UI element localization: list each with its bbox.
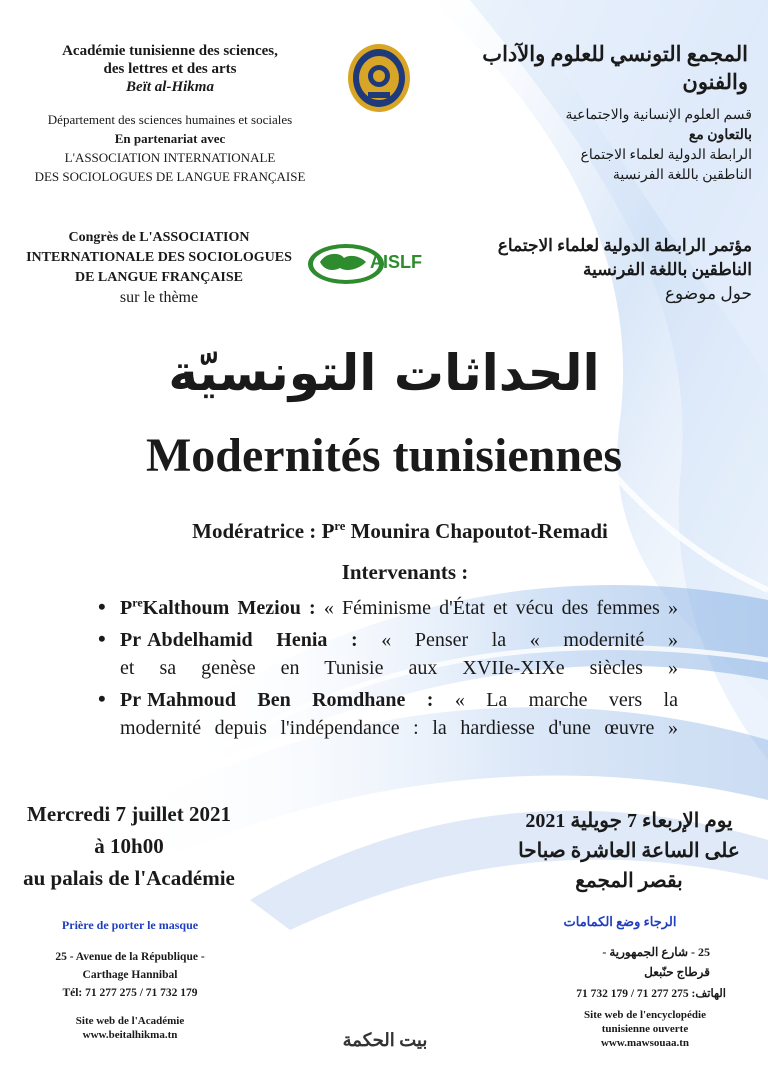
association-ar-line1: الرابطة الدولية لعلماء الاجتماع [580,148,752,163]
speakers-heading: Intervenants : [341,560,469,584]
phone-fr: Tél: 71 277 275 / 71 732 179 [62,987,198,999]
institution-line2: des lettres et des arts [103,61,237,77]
website-ar-label: Site web de l'encyclopédie [584,1009,706,1021]
date-fr-place: au palais de l'Académie [23,866,235,890]
department-fr: Département des sciences humaines et sociales [47,112,293,127]
speaker-topic-line1: « Féminisme d'État et vécu des femmes » [323,597,679,619]
speaker-topic-line1: « Penser la « modernité » [381,629,679,651]
beit-al-hikma-seal-icon [346,42,412,114]
address-fr-line2: Carthage Hannibal [82,969,178,981]
website-ar-link[interactable]: www.mawsouaa.tn [600,1037,689,1049]
bullet: • [98,686,106,711]
website-fr-link[interactable]: www.beitalhikma.tn [82,1029,178,1041]
speaker-topic-line2: modernité depuis l'indépendance : la hardiesse d'une œuvre » [120,717,678,739]
speaker-name: Abdelhamid Henia : [147,629,358,651]
moderator-name: Mounira Chapoutot-Remadi [345,519,608,543]
department-ar: قسم العلوم الإنسانية والاجتماعية [565,108,752,123]
address-ar [540,942,710,982]
header-ar [430,106,752,186]
partnership-fr: En partenariat avec [114,131,226,146]
date-ar-day: يوم الإربعاء 7 جويلية 2021 [525,810,733,832]
speaker-title: P [120,597,133,619]
speaker-title: Pr [120,629,142,651]
list-item [98,686,678,746]
address-fr [20,948,240,1002]
congress-fr [14,228,304,308]
congress-fr-line4: sur le thème [119,289,199,306]
moderator [100,516,700,546]
address-fr-line1: 25 - Avenue de la République - [55,951,205,963]
association-fr-line1: L'ASSOCIATION INTERNATIONALE [64,150,276,165]
congress-ar-line3: حول موضوع [664,284,752,303]
address-ar-line2: قرطاج حنّبعل [644,965,710,979]
header-fr [20,42,320,96]
institution-name: Beït al-Hikma [126,79,214,95]
moderator-title: P [321,519,335,543]
speaker-list [98,594,678,746]
title-arabic: الحداثات التونسيّة [168,344,600,402]
date-fr [0,798,258,894]
list-item [98,626,678,686]
header-ar-institution: المجمع التونسي للعلوم والآداب والفنون [482,42,748,94]
bullet: • [98,626,106,651]
congress-ar-line2: الناطقين باللغة الفرنسية [583,260,752,279]
speaker-topic-line2: et sa genèse en Tunisie aux XVIIe-XIXe siècles » [120,657,678,679]
website-fr [40,1014,220,1042]
congress-fr-line2: INTERNATIONALE DES SOCIOLOGUES [26,250,292,265]
speaker-name: Mahmoud Ben Romdhane : [147,689,434,711]
bullet: • [98,594,106,619]
date-ar-place: بقصر المجمع [575,870,683,892]
association-fr-line2: DES SOCIOLOGUES DE LANGUE FRANÇAISE [34,169,306,184]
moderator-title-sup: re [334,519,346,533]
congress-fr-line3: DE LANGUE FRANÇAISE [74,270,244,285]
congress-ar-line1: مؤتمر الرابطة الدولية لعلماء الاجتماع [497,236,752,255]
institution-line1: Académie tunisienne des sciences, [62,43,278,59]
date-ar-time: على الساعة العاشرة صباحا [518,840,740,862]
aislf-logo [306,240,424,288]
aislf-logo-text: AISLF [370,252,422,272]
title-french: Modernités tunisiennes [145,429,622,482]
website-fr-label: Site web de l'Académie [75,1015,185,1027]
speaker-title: Pr [120,689,142,711]
address-ar-line1: 25 - شارع الجمهورية - [602,945,710,959]
mask-notice-fr: Prière de porter le masque [61,918,199,932]
date-fr-time: à 10h00 [94,834,164,858]
header-fr-partners [20,110,320,186]
date-ar [500,806,758,896]
footer-calligraphy-logo: بيت الحكمة [342,1030,428,1050]
speaker-title-sup: re [132,595,143,610]
partnership-ar: بالتعاون مع [688,128,752,143]
speaker-topic-line1: « La marche vers la [454,689,678,711]
date-fr-day: Mercredi 7 juillet 2021 [27,802,231,826]
website-ar-label2: tunisienne ouverte [601,1023,689,1035]
association-ar-line2: الناطقين باللغة الفرنسية [612,168,752,183]
website-ar [560,1008,730,1050]
phone-ar: الهاتف: 275 277 71 / 179 732 71 [576,988,726,1000]
speaker-name: Kalthoum Meziou : [142,597,316,619]
mask-notice-ar: الرجاء وضع الكمامات [563,914,677,929]
list-item [98,594,678,626]
congress-ar [430,234,752,306]
congress-fr-line1: Congrès de L'ASSOCIATION [68,230,250,245]
moderator-label: Modératrice : [192,519,322,543]
